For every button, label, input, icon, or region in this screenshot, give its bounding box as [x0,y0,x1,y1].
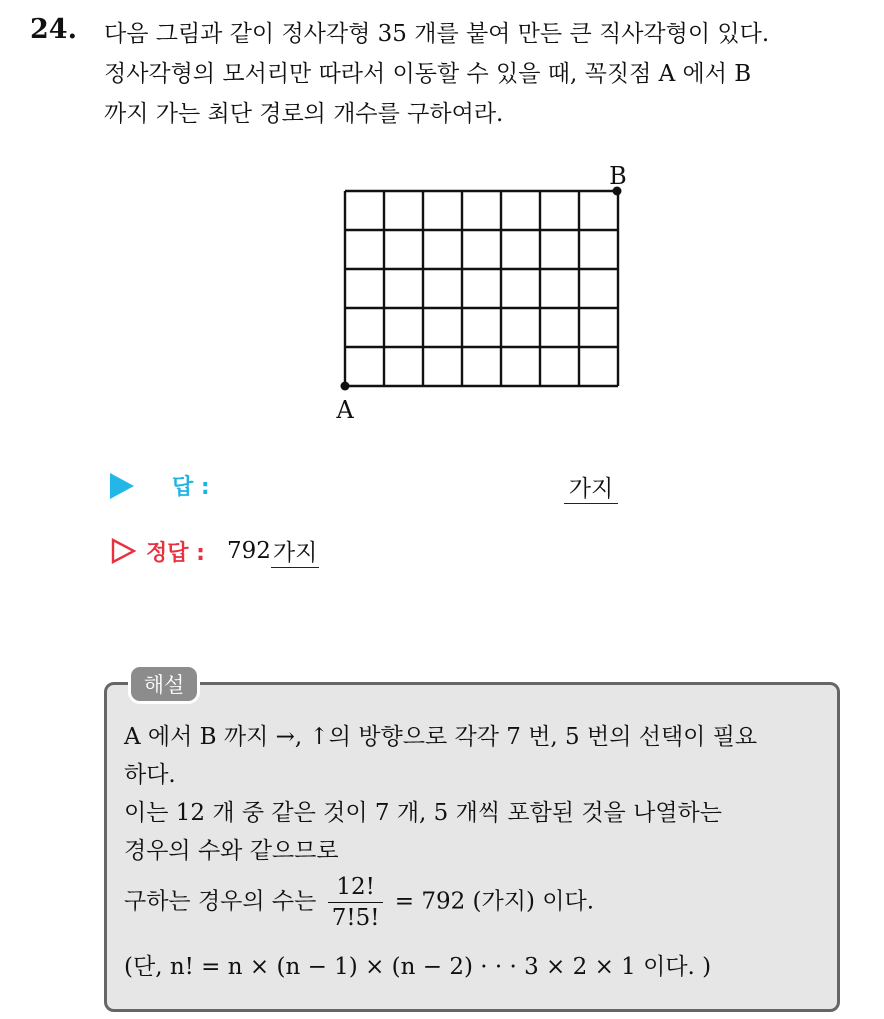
explanation-line-3: 이는 12 개 중 같은 것이 7 개, 5 개씩 포함된 것을 나열하는 [124,800,722,826]
point-b-label: B [609,162,627,190]
explanation-line-1: A 에서 B 까지 →, ↑의 방향으로 각각 7 번, 5 번의 선택이 필요 [124,724,758,750]
correct-marker-icon [110,538,136,564]
explanation-line-6: (단, n! = n × (n − 1) × (n − 2) · · · 3 × 2 × 1 이다. ) [124,954,712,980]
grid-figure [300,160,660,430]
correct-value: 792 [226,538,271,564]
problem-number: 24. [30,14,77,45]
explanation-line-4: 경우의 수와 같으므로 [124,838,339,864]
explanation-line-5 [124,872,594,933]
explanation-line-2: 하다. [124,762,176,788]
explanation-tab: 해설 [128,664,200,704]
answer-blank[interactable] [564,470,618,504]
fraction [328,872,384,933]
correct-answer-row [110,534,319,568]
answer-label: 답 : [172,475,210,500]
correct-label: 정답 : [146,540,205,566]
problem-line-2: 정사각형의 모서리만 따라서 이동할 수 있을 때, 꼭짓점 A 에서 B [104,61,752,87]
correct-unit: 가지 [271,534,319,568]
answer-unit: 가지 [568,476,614,502]
fraction-numerator: 12! [328,872,384,903]
problem-line-1: 다음 그림과 같이 정사각형 35 개를 붙여 만든 큰 직사각형이 있다. [104,21,770,47]
problem-line-3: 까지 가는 최단 경로의 개수를 구하여라. [104,101,504,127]
point-a-dot [341,382,350,391]
fraction-denominator: 7!5! [331,905,380,931]
point-a-label: A [336,396,354,424]
problem-text [104,14,874,134]
explanation-line-5-pre: 구하는 경우의 수는 [124,888,317,915]
explanation-line-5-post: = 792 (가지) 이다. [394,888,594,915]
answer-marker-icon [110,473,134,499]
grid-lines [345,191,618,386]
answer-row [110,470,614,502]
